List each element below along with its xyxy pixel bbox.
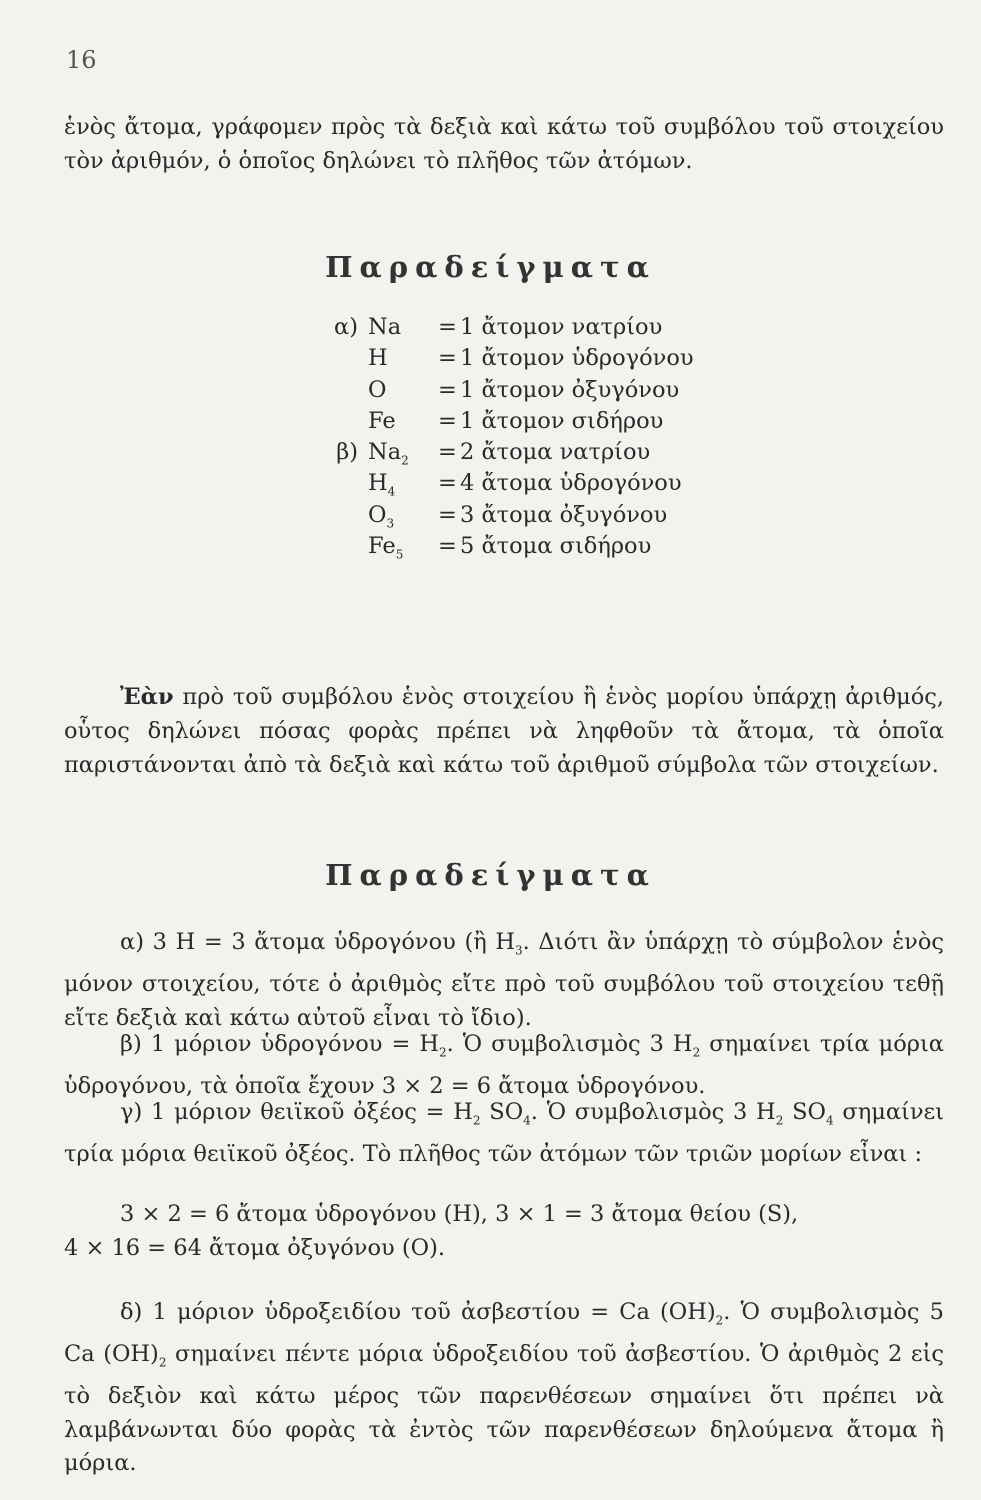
example-c-text-2: SO [480, 1099, 524, 1125]
example-subscript: 5 [395, 547, 404, 562]
example-a-text-2: . Διότι ἂν ὑπάρχῃ τὸ σύμβολον ἑνὸς μόνον στοιχείου, τότε ὁ ἀριθμὸς εἴτε πρὸ τοῦ συμβόλου τοῦ στοιχείου τεθῇ εἴτε δεξιὰ καὶ κάτω αὐτοῦ εἶναι τὸ ἴδιο). [64, 929, 944, 1031]
example-c-paragraph [64, 1096, 944, 1172]
example-value: 4 ἄτομα ὑδρογόνου [460, 470, 682, 497]
example-row: $O_3 = 3$ ἄτομα ὀξυγόνου [368, 501, 668, 531]
coefficient-text: πρὸ τοῦ συμβόλου ἑνὸς στοιχείου ἢ ἑνὸς μορίου ὑπάρχῃ ἀριθμός, οὗτος δηλώνει πόσας φορὰς πρέπει νὰ ληφθοῦν τὰ ἄτομα, τὰ ὁποῖα παριστάνονται ἀπὸ τὰ δεξιὰ καὶ κάτω τοῦ ἀριθμοῦ σύμβολα τῶν στοιχείων. [64, 684, 944, 778]
example-value: 1 ἄτομον ὑδρογόνου [460, 345, 694, 372]
calc-line-1: 3 × 2 = 6 ἄτομα ὑδρογόνου (H), 3 × 1 = 3 ἄτομα θείου (S), [120, 1201, 799, 1227]
example-row: α) Na = 1 ἄτομον νατρίου [308, 312, 694, 343]
example-d-text-3: σημαίνει πέντε μόρια ὑδροξειδίου τοῦ ἀσβεστίου. Ὁ ἀριθμὸς 2 εἰς τὸ δεξιὸν καὶ κάτω μέρος τῶν παρενθέσεων σημαίνει ὅτι πρέπει νὰ λαμβάνωνται δύο φορὰς τὰ ἐντὸς τῶν παρενθέσεων δηλούμενα ἄτομα ἢ μόρια. [64, 1341, 944, 1476]
example-b-text-2: . Ὁ συμβολισμὸς 3 H [446, 1031, 693, 1057]
page-number: 16 [66, 46, 97, 74]
example-a-text-1: α) 3 H = 3 ἄτομα ὑδρογόνου (ἢ H [120, 929, 515, 955]
example-row: O = 1 ἄτομον ὀξυγόνου [308, 375, 694, 406]
example-row: $Fe_5 = 5$ ἄτομα σιδήρου [368, 533, 652, 562]
subscript: 3 [515, 943, 523, 958]
subscript: 4 [523, 1113, 531, 1128]
example-row: $H_4 = 4$ ἄτομα ὑδρογόνου [368, 470, 682, 499]
example-value: 2 ἄτομα νατρίου [460, 439, 651, 466]
example-value: 1 ἄτομον νατρίου [460, 314, 663, 340]
subscript: 2 [472, 1113, 481, 1128]
example-c-text-1: γ) 1 μόριον θειϊκοῦ ὀξέος = H [120, 1099, 473, 1125]
example-b-paragraph [64, 1028, 944, 1104]
example-label: β) [336, 439, 358, 466]
example-c-calculation [64, 1198, 944, 1265]
subscript: 2 [158, 1355, 167, 1370]
example-symbol: Na [368, 314, 402, 340]
example-symbol: O [368, 376, 387, 403]
example-c-text-5: σημαίνει τρία μόρια θειϊκοῦ ὀξέος. Τὸ πλῆθος τῶν ἀτόμων τῶν τριῶν μορίων εἶναι : [64, 1099, 944, 1167]
example-a-paragraph [64, 926, 944, 1035]
example-subscript: 3 [386, 516, 395, 531]
example-label: α) [334, 314, 358, 340]
example-row: H = 1 ἄτομον ὑδρογόνου [308, 343, 694, 374]
coefficient-paragraph [64, 680, 944, 782]
subscript: 2 [775, 1113, 784, 1128]
example-value: 3 ἄτομα ὀξυγόνου [460, 501, 668, 528]
calc-line-2: 4 × 16 = 64 ἄτομα ὀξυγόνου (O). [64, 1234, 446, 1261]
example-symbol: H [368, 345, 388, 372]
subscript: 4 [825, 1113, 834, 1128]
example-c-text-4: SO [783, 1099, 826, 1125]
example-value: 5 ἄτομα σιδήρου [460, 533, 652, 560]
example-b-text-1: β) 1 μόριον ὑδρογόνου = H [120, 1031, 439, 1057]
subscript: 2 [439, 1045, 447, 1060]
example-d-text-2: . Ὁ συμβολισμὸς 5 Ca (OH) [64, 1299, 944, 1367]
example-value: 1 ἄτομον ὀξυγόνου [460, 376, 680, 403]
example-c-text-3: . Ὁ συμβολισμὸς 3 H [530, 1099, 776, 1125]
example-value: 1 ἄτομον σιδήρου [460, 407, 664, 434]
examples-heading-2: Παραδείγματα [325, 858, 656, 892]
example-symbol: H [368, 470, 388, 497]
subscript: 2 [715, 1313, 724, 1328]
subscript: 2 [692, 1045, 701, 1060]
examples-heading-1: Παραδείγματα [325, 250, 656, 284]
intro-paragraph: ἑνὸς ἄτομα, γράφομεν πρὸς τὰ δεξιὰ καὶ κάτω τοῦ συμβόλου τοῦ στοιχείου τὸν ἀριθμόν, ὁ ὁποῖος δηλώνει τὸ πλῆθος τῶν ἀτόμων. [64, 114, 944, 174]
example-symbol: Na [368, 439, 402, 466]
example-symbol: Fe [368, 407, 396, 434]
example-subscript: 2 [401, 453, 409, 468]
example-row: Fe = 1 ἄτομον σιδήρου [308, 406, 694, 437]
example-symbol: Fe [368, 533, 396, 560]
example-d-paragraph [64, 1296, 944, 1481]
examples-list [308, 312, 694, 562]
example-subscript: 4 [387, 484, 396, 499]
lead-word: Ἐὰν [120, 684, 174, 710]
example-symbol: O [368, 501, 387, 528]
example-b-text-3: σημαίνει τρία μόρια ὑδρογόνου, τὰ ὁποῖα ἔχουν 3 × 2 = 6 ἄτομα ὑδρογόνου. [64, 1031, 944, 1099]
example-row: β) $Na_2 = 2$ ἄτομα νατρίου [308, 437, 694, 468]
example-d-text-1: δ) 1 μόριον ὑδροξειδίου τοῦ ἀσβεστίου = Ca (OH) [120, 1299, 716, 1325]
